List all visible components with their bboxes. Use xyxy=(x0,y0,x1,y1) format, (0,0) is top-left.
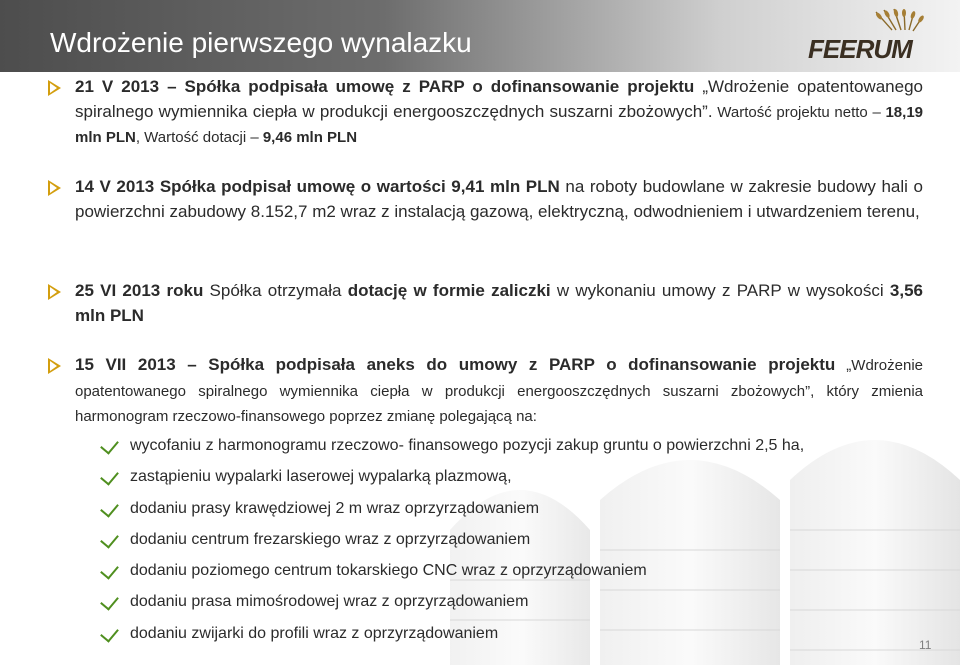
bullet-2-bold: 14 V 2013 Spółka podpisał umowę o wartości 9,41 mln PLN xyxy=(75,177,560,196)
checklist-item-text: dodaniu centrum frezarskiego wraz z oprzyrządowaniem xyxy=(130,530,531,548)
list-item xyxy=(104,434,824,465)
checkmark-icon xyxy=(100,623,119,642)
bullet-2-rest: na roboty budowlane w zakresie budowy hali o powierzchni zabudowy 8.152,7 m2 wraz z instalacją gazową, elektryczną, odwodnieniem i utwardzeniem terenu, xyxy=(75,177,923,221)
bullet-1-value-a: 18,19 mln PLN xyxy=(75,103,924,146)
arrow-bullet-icon xyxy=(48,180,61,196)
checkmark-icon xyxy=(100,561,119,580)
bullet-1-quote: „Wdrożenie opatentowanego spiralnego wymiennika ciepła w produkcji energooszczędnych suszarni zbożowych”. xyxy=(75,77,923,121)
bullet-3-rest-a: Spółka otrzymała xyxy=(203,281,348,300)
checkmark-icon xyxy=(100,592,119,611)
bullet-3-bold-a: 25 VI 2013 roku xyxy=(75,281,204,300)
bullet-2 xyxy=(48,175,923,224)
bullet-3-text xyxy=(75,279,923,328)
checklist-item-text: zastąpieniu wypalarki laserowej wypalarką plazmową, xyxy=(130,468,512,486)
bullet-1-text xyxy=(75,75,923,151)
bullet-3-bold-c: 3,56 mln PLN xyxy=(75,281,923,325)
checklist-item-text: dodaniu prasa mimośrodowej wraz z oprzyrządowaniem xyxy=(130,593,529,611)
checklist-item-text: wycofaniu z harmonogramu rzeczowo- finansowego pozycji zakup gruntu o powierzchni 2,5 ha, xyxy=(130,437,805,454)
bullet-4-rest: „Wdrożenie opatentowanego spiralnego wymiennika ciepła w produkcji energooszczędnych suszarni zbożowych”, który zmienia harmonogram rzeczowo-finansowego poprzez zmianę polegającą na: xyxy=(75,357,924,425)
bullet-1-rest-b: , Wartość dotacji – xyxy=(135,129,263,146)
list-item xyxy=(104,465,824,496)
page-title: Wdrożenie pierwszego wynalazku xyxy=(50,27,472,58)
checkmark-icon xyxy=(100,467,119,486)
checklist-item-text: dodaniu poziomego centrum tokarskiego CNC wraz z oprzyrządowaniem xyxy=(130,562,647,580)
bullet-3-bold-b: dotację w formie zaliczki xyxy=(347,281,551,300)
list-item xyxy=(104,497,824,528)
checklist-item-text: dodaniu prasy krawędziowej 2 m wraz oprzyrządowaniem xyxy=(130,499,540,517)
arrow-bullet-icon xyxy=(48,284,61,300)
bullet-1-rest-a: Wartość projektu netto – xyxy=(712,103,886,121)
checkmark-icon xyxy=(100,435,119,454)
list-item xyxy=(104,559,824,590)
bullet-4 xyxy=(48,353,923,430)
logo-text: FEERUM xyxy=(808,34,912,64)
checkmark-icon xyxy=(100,498,119,517)
checkmark-icon xyxy=(100,529,119,548)
list-item xyxy=(104,590,824,621)
checklist xyxy=(104,434,824,653)
bullet-3 xyxy=(48,279,923,328)
list-item xyxy=(104,528,824,559)
bullet-4-bold: 15 VII 2013 – Spółka podpisała aneks do umowy z PARP o dofinansowanie projektu xyxy=(75,355,836,374)
arrow-bullet-icon xyxy=(48,358,61,374)
bullet-4-text xyxy=(75,353,923,430)
bullet-1-bold: 21 V 2013 – Spółka podpisała umowę z PARP o dofinansowanie projektu xyxy=(75,77,695,96)
bullet-3-rest-b: w wykonaniu umowy z PARP w wysokości xyxy=(550,281,890,300)
bullet-1 xyxy=(48,75,923,151)
bullet-1-value-b: 9,46 mln PLN xyxy=(262,129,358,146)
list-item xyxy=(104,622,824,653)
arrow-bullet-icon xyxy=(48,80,61,96)
bullet-2-text xyxy=(75,175,923,224)
checklist-item-text: dodaniu zwijarki do profili wraz z oprzyrządowaniem xyxy=(130,624,499,642)
page-number: 11 xyxy=(919,638,932,652)
